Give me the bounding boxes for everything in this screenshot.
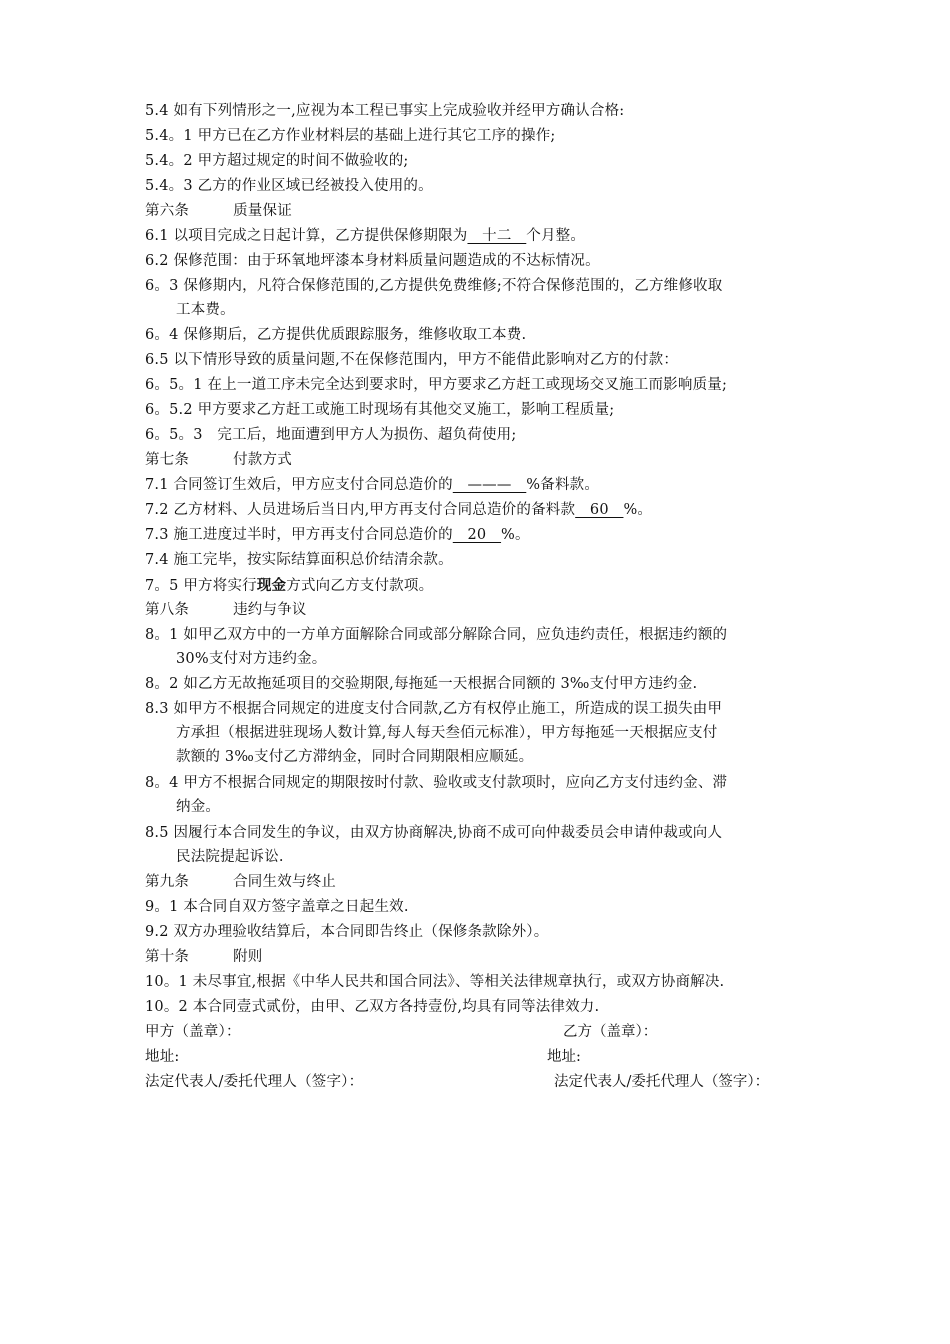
article-number: 第七条 bbox=[145, 452, 190, 468]
clause-7-1: 7.1 合同签订生效后，甲方应支付合同总造价的 ——— %备料款。 bbox=[145, 473, 825, 498]
article-6-heading bbox=[145, 199, 825, 224]
clause-8-5-cont: 民法院提起诉讼. bbox=[176, 849, 284, 865]
clause-7-2: 7.2 乙方材料、人员进场后当日内,甲方再支付合同总造价的备料款 60 %。 bbox=[145, 498, 825, 523]
article-number: 第九条 bbox=[145, 874, 190, 890]
article-title: 质量保证 bbox=[233, 203, 292, 219]
party-a-address: 地址: bbox=[145, 1049, 180, 1065]
clause-6-5: 6.5 以下情形导致的质量问题,不在保修范围内，甲方不能借此影响对乙方的付款： bbox=[145, 352, 679, 368]
clause-5-4-1: 5.4。1 甲方已在乙方作业材料层的基础上进行其它工序的操作; bbox=[145, 128, 556, 144]
clause-8-1-cont: 30%支付对方违约金。 bbox=[176, 651, 327, 667]
clause-6-3: 6。3 保修期内，凡符合保修范围的,乙方提供免费维修;不符合保修范围的，乙方维修收取 bbox=[145, 278, 723, 294]
clause-10-1: 10。1 未尽事宜,根据《中华人民共和国合同法》、等相关法律规章执行，或双方协商解决. bbox=[145, 974, 725, 990]
party-b-seal: 乙方（盖章）： bbox=[563, 1024, 658, 1040]
article-number: 第八条 bbox=[145, 602, 190, 618]
article-9-heading bbox=[145, 870, 825, 895]
deposit-percent-blank: ——— bbox=[452, 477, 527, 493]
party-b-representative: 法定代表人/委托代理人（签字）： bbox=[554, 1074, 770, 1090]
clause-6-4: 6。4 保修期后，乙方提供优质跟踪服务，维修收取工本费. bbox=[145, 327, 527, 343]
clause-6-5-1: 6。5。1 在上一道工序未完全达到要求时，甲方要求乙方赶工或现场交叉施工而影响质量; bbox=[145, 377, 728, 393]
article-10-heading bbox=[145, 945, 825, 970]
article-title: 付款方式 bbox=[233, 452, 292, 468]
clause-6-5-3: 6。5。3 完工后，地面遭到甲方人为损伤、超负荷使用; bbox=[145, 427, 517, 443]
party-a-seal: 甲方（盖章）： bbox=[145, 1024, 241, 1040]
clause-8-4-cont: 纳金。 bbox=[176, 799, 221, 815]
progress-percent-blank: 20 bbox=[452, 527, 502, 543]
clause-9-1: 9。1 本合同自双方签字盖章之日起生效. bbox=[145, 899, 409, 915]
clause-8-3: 8.3 如甲方不根据合同规定的进度支付合同款,乙方有权停止施工，所造成的误工损失由甲 bbox=[145, 701, 723, 717]
clause-10-2: 10。2 本合同壹式贰份，由甲、乙双方各持壹份,均具有同等法律效力. bbox=[145, 999, 600, 1015]
clause-6-2: 6.2 保修范围：由于环氧地坪漆本身材料质量问题造成的不达标情况。 bbox=[145, 253, 600, 269]
article-number: 第六条 bbox=[145, 203, 190, 219]
article-title: 违约与争议 bbox=[233, 602, 307, 618]
clause-6-3-cont: 工本费。 bbox=[176, 302, 235, 318]
clause-8-4: 8。4 甲方不根据合同规定的期限按时付款、验收或支付款项时，应向乙方支付违约金、滞 bbox=[145, 775, 728, 791]
clause-8-3-cont2: 款额的 3‰支付乙方滞纳金，同时合同期限相应顺延。 bbox=[176, 749, 534, 765]
party-b-address: 地址: bbox=[547, 1049, 581, 1065]
article-number: 第十条 bbox=[145, 949, 190, 965]
article-title: 合同生效与终止 bbox=[233, 874, 337, 890]
clause-9-2: 9.2 双方办理验收结算后，本合同即告终止（保修条款除外）。 bbox=[145, 924, 549, 940]
clause-7-4: 7.4 施工完毕，按实际结算面积总价结清余款。 bbox=[145, 552, 453, 568]
clause-5-4-2: 5.4。2 甲方超过规定的时间不做验收的; bbox=[145, 153, 409, 169]
article-7-heading bbox=[145, 448, 825, 473]
payment-method: 现金 bbox=[256, 577, 287, 594]
article-title: 附则 bbox=[233, 949, 263, 965]
clause-8-1: 8。1 如甲乙双方中的一方单方面解除合同或部分解除合同，应负违约责任，根据违约额的 bbox=[145, 627, 728, 643]
clause-7-5: 7。5 甲方将实行现金方式向乙方支付款项。 bbox=[145, 577, 434, 594]
clause-8-3-cont1: 方承担（根据进驻现场人数计算,每人每天叁佰元标准），甲方每拖延一天根据应支付 bbox=[176, 725, 718, 741]
clause-6-5-2: 6。5.2 甲方要求乙方赶工或施工时现场有其他交叉施工，影响工程质量; bbox=[145, 402, 615, 418]
clause-5-4-3: 5.4。3 乙方的作业区域已经被投入使用的。 bbox=[145, 178, 433, 194]
clause-8-5: 8.5 因履行本合同发生的争议，由双方协商解决,协商不成可向仲裁委员会申请仲裁或向人 bbox=[145, 825, 723, 841]
clause-5-4: 5.4 如有下列情形之一,应视为本工程已事实上完成验收并经甲方确认合格: bbox=[145, 103, 625, 119]
article-8-heading bbox=[145, 598, 825, 623]
party-a-representative: 法定代表人/委托代理人（签字）： bbox=[145, 1074, 364, 1090]
material-percent-blank: 60 bbox=[575, 502, 624, 518]
clause-7-3: 7.3 施工进度过半时，甲方再支付合同总造价的 20 %。 bbox=[145, 523, 825, 548]
warranty-months-blank: 十二 bbox=[467, 228, 527, 244]
clause-6-1: 6.1 以项目完成之日起计算，乙方提供保修期限为 十二 个月整。 bbox=[145, 224, 825, 249]
clause-8-2: 8。2 如乙方无故拖延项目的交验期限,每拖延一天根据合同额的 3‰支付甲方违约金. bbox=[145, 676, 698, 692]
